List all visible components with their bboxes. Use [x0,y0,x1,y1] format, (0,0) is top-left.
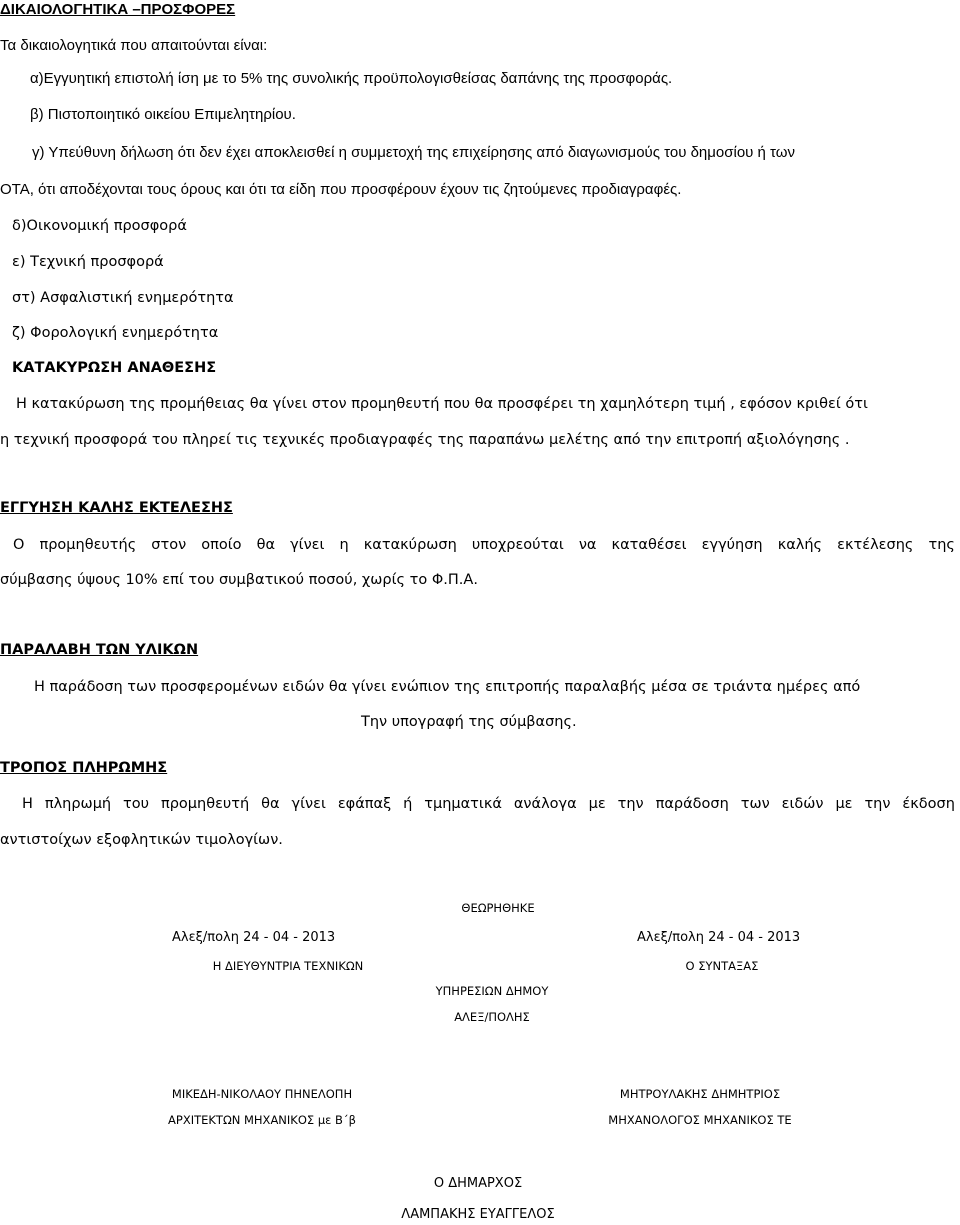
word: Η [22,796,33,812]
word: προμηθευτή [160,796,250,812]
left-signatory-title: Η ΔΙΕΥΘΥΝΤΡΙΑ ΤΕΧΝΙΚΩΝ [212,959,364,973]
word: την [864,796,891,812]
heading-paralavi: ΠΑΡΑΛΑΒΗ ΤΩΝ ΥΛΙΚΩΝ [0,642,199,658]
word: του [123,796,150,812]
eggyisi-line1 [13,535,955,555]
right-signatory-role: ΜΗΧΑΝΟΛΟΓΟΣ ΜΗΧΑΝΙΚΟΣ ΤΕ [608,1113,792,1127]
item-d: δ)Οικονομική προσφορά [12,218,187,234]
item-e: ε) Τεχνική προσφορά [12,254,164,270]
word: με [835,796,853,812]
word: υποχρεούται [471,537,564,553]
pliromi-line1 [22,794,955,814]
word: καταθέσει [611,537,687,553]
word: εκτέλεσης [837,537,914,553]
item-c-line1: γ) Υπεύθυνη δήλωση ότι δεν έχει αποκλεισθεί η συμμετοχή της επιχείρησης από διαγωνισμούς του δημοσίου ή των [32,144,795,161]
paralavi-line1: Η παράδοση των προσφερομένων ειδών θα γίνει ενώπιον της επιτροπής παραλαβής μέσα σε τριάντα ημέρες από [34,679,861,695]
item-st: στ) Ασφαλιστική ενημερότητα [12,290,234,306]
word: η [339,537,349,553]
word: παράδοση [655,796,729,812]
center-service-line2: ΑΛΕΞ/ΠΟΛΗΣ [454,1010,530,1024]
word: εφάπαξ [337,796,392,812]
word: καλής [777,537,823,553]
paralavi-line2: Την υπογραφή της σύμβασης. [361,714,577,730]
left-signatory-name: ΜΙΚΕΔΗ-ΝΙΚΟΛΑΟΥ ΠΗΝΕΛΟΠΗ [171,1087,353,1101]
word: τμηματικά [424,796,502,812]
right-signatory-title: Ο ΣΥΝΤΑΞΑΣ [685,959,759,973]
word: των [740,796,770,812]
word: στον [151,537,187,553]
word: της [928,537,955,553]
word: γίνει [290,537,325,553]
item-a: α)Εγγυητική επιστολή ίση με το 5% της συνολικής προϋπολογισθείσας δαπάνης της προσφοράς. [30,70,673,87]
word: ανάλογα [513,796,577,812]
left-date: Αλεξ/πολη 24 - 04 - 2013 [172,930,336,945]
katakyrosi-line2: η τεχνική προσφορά του πληρεί τις τεχνικές προδιαγραφές της παραπάνω μελέτης από την επιτροπή αξιολόγησης . [0,432,850,448]
word: εγγύηση [701,537,763,553]
item-b: β) Πιστοποιητικό οικείου Επιμελητηρίου. [30,106,296,123]
intro-text: Τα δικαιολογητικά που απαιτούνται είναι: [0,37,268,54]
item-z: ζ) Φορολογική ενημερότητα [12,325,219,341]
heading-pliromi: ΤΡΟΠΟΣ ΠΛΗΡΩΜΗΣ [0,760,168,776]
word: την [617,796,644,812]
word: πληρωμή [44,796,112,812]
right-date: Αλεξ/πολη 24 - 04 - 2013 [637,930,801,945]
heading-eggyisi: ΕΓΓΥΗΣΗ ΚΑΛΗΣ ΕΚΤΕΛΕΣΗΣ [0,500,233,516]
mayor-title: Ο ΔΗΜΑΡΧΟΣ [433,1176,523,1191]
pliromi-line2: αντιστοίχων εξοφλητικών τιμολογίων. [0,832,283,848]
left-signatory-role: ΑΡΧΙΤΕΚΤΩΝ ΜΗΧΑΝΙΚΟΣ με Β΄β [168,1113,356,1127]
item-c-line2: ΟΤΑ, ότι αποδέχονται τους όρους και ότι τα είδη που προσφέρουν έχουν τις ζητούμενες προδιαγραφές. [0,181,682,198]
right-signatory-name: ΜΗΤΡΟΥΛΑΚΗΣ ΔΗΜΗΤΡΙΟΣ [619,1087,781,1101]
word: Ο [13,537,25,553]
word: με [588,796,606,812]
word: ειδών [781,796,824,812]
word: προμηθευτής [39,537,137,553]
word: θα [261,796,280,812]
word: έκδοση [902,796,955,812]
word: να [578,537,597,553]
word: γίνει [291,796,326,812]
word: θα [256,537,276,553]
word: ή [403,796,413,812]
heading-dikaiologitika: ΔΙΚΑΙΟΛΟΓΗΤΙΚΑ –ΠΡΟΣΦΟΡΕΣ [0,1,236,18]
mayor-name: ΛΑΜΠΑΚΗΣ ΕΥΑΓΓΕΛΟΣ [401,1207,555,1222]
center-service-line1: ΥΠΗΡΕΣΙΩΝ ΔΗΜΟΥ [435,984,549,998]
heading-katakyrosi: ΚΑΤΑΚΥΡΩΣΗ ΑΝΑΘΕΣΗΣ [12,360,217,376]
katakyrosi-line1: Η κατακύρωση της προμήθειας θα γίνει στον προμηθευτή που θα προσφέρει τη χαμηλότερη τιμή , εφόσον κριθεί ότι [16,396,868,412]
word: κατακύρωση [363,537,457,553]
eggyisi-line2: σύμβασης ύψους 10% επί του συμβατικού ποσού, χωρίς το Φ.Π.Α. [0,572,478,588]
theorithike-label: ΘΕΩΡΗΘΗΚΕ [461,901,535,915]
word: οποίο [201,537,242,553]
